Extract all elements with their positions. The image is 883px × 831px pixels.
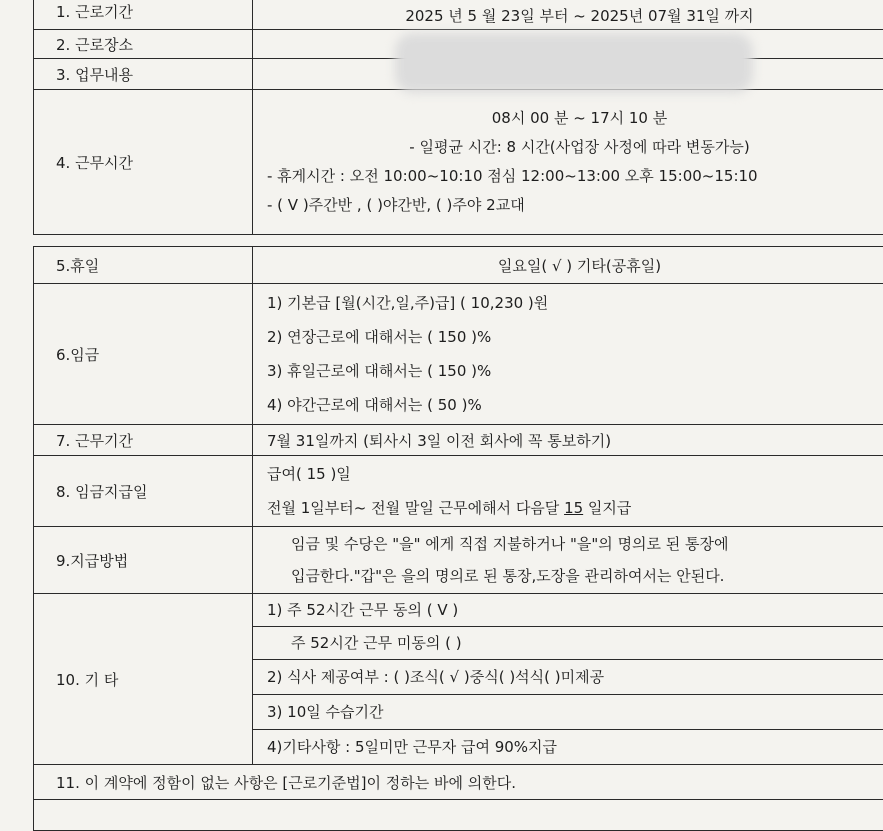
wage-night-rate: 4) 야간근로에 대해서는 ( 50 )% xyxy=(267,388,883,422)
work-hours-shift-type: - ( V )주간반 , ( )야간반, ( )주야 2교대 xyxy=(267,191,883,220)
row-clause-11 xyxy=(34,765,883,800)
label-employment-term: 7. 근무기간 xyxy=(34,425,253,456)
row-employment-term xyxy=(34,425,883,456)
label-wages: 6.임금 xyxy=(34,284,253,425)
pay-date-day: 급여( 15 )일 xyxy=(267,457,883,491)
value-holidays: 일요일( √ ) 기타(공휴일) xyxy=(253,247,883,284)
label-work-period: 1. 근로기간 xyxy=(34,0,253,30)
other-misc: 4)기타사항 : 5일미만 근무자 급여 90%지급 xyxy=(253,729,883,764)
pay-date-rule-pre: 전월 1일부터~ 전월 말일 근무에해서 다음달 xyxy=(267,499,564,517)
row-work-period xyxy=(34,0,883,30)
value-other xyxy=(253,594,883,765)
label-payment-method: 9.지급방법 xyxy=(34,527,253,594)
redacted-area xyxy=(395,33,753,93)
row-other xyxy=(34,594,883,765)
value-pay-date xyxy=(253,456,883,527)
contract-table-lower xyxy=(33,246,883,831)
label-holidays: 5.휴일 xyxy=(34,247,253,284)
row-pay-date xyxy=(34,456,883,527)
other-52h-agree: 1) 주 52시간 근무 동의 ( V ) xyxy=(253,594,883,626)
label-work-hours: 4. 근무시간 xyxy=(34,90,253,235)
work-hours-daily-average: - 일평균 시간: 8 시간(사업장 사정에 따라 변동가능) xyxy=(267,133,883,162)
label-work-place: 2. 근로장소 xyxy=(34,30,253,59)
pay-date-rule xyxy=(267,491,883,525)
row-holidays xyxy=(34,247,883,284)
work-hours-break-time: - 휴게시간 : 오전 10:00~10:10 점심 12:00~13:00 오후 15:00~15:10 xyxy=(267,162,883,191)
payment-method-line-2: 입금한다."갑"은 을의 명의로 된 통장,도장을 관리하여서는 안된다. xyxy=(267,560,883,592)
row-payment-method xyxy=(34,527,883,594)
value-wages xyxy=(253,284,883,425)
other-52h-disagree: 주 52시간 근무 미동의 ( ) xyxy=(253,626,883,659)
row-trailing xyxy=(34,800,883,831)
row-work-hours xyxy=(34,90,883,235)
label-job-description: 3. 업무내용 xyxy=(34,59,253,90)
pay-date-rule-day: 15 xyxy=(564,499,583,517)
wage-overtime-rate: 2) 연장근로에 대해서는 ( 150 )% xyxy=(267,320,883,354)
clause-11-text: 11. 이 계약에 정함이 없는 사항은 [근로기준법]이 정하는 바에 의한다. xyxy=(34,765,883,800)
value-employment-term: 7월 31일까지 (퇴사시 3일 이전 회사에 꼭 통보하기) xyxy=(253,425,883,456)
label-pay-date: 8. 임금지급일 xyxy=(34,456,253,527)
value-payment-method xyxy=(253,527,883,594)
row-wages xyxy=(34,284,883,425)
label-other: 10. 기 타 xyxy=(34,594,253,765)
pay-date-rule-post: 일지급 xyxy=(583,499,631,517)
trailing-row xyxy=(34,800,883,831)
value-work-period: 2025 년 5 월 23일 부터 ~ 2025년 07월 31일 까지 xyxy=(253,0,883,30)
payment-method-line-1: 임금 및 수당은 "을" 에게 직접 지불하거나 "을"의 명의로 된 통장에 xyxy=(267,528,883,560)
other-meal-provision: 2) 식사 제공여부 : ( )조식( √ )중식( )석식( )미제공 xyxy=(253,659,883,694)
value-work-hours xyxy=(253,90,883,235)
wage-base-pay: 1) 기본급 [월(시간,일,주)급] ( 10,230 )원 xyxy=(267,286,883,320)
wage-holiday-rate: 3) 휴일근로에 대해서는 ( 150 )% xyxy=(267,354,883,388)
other-probation: 3) 10일 수습기간 xyxy=(253,694,883,729)
work-hours-time: 08시 00 분 ~ 17시 10 분 xyxy=(267,104,883,133)
